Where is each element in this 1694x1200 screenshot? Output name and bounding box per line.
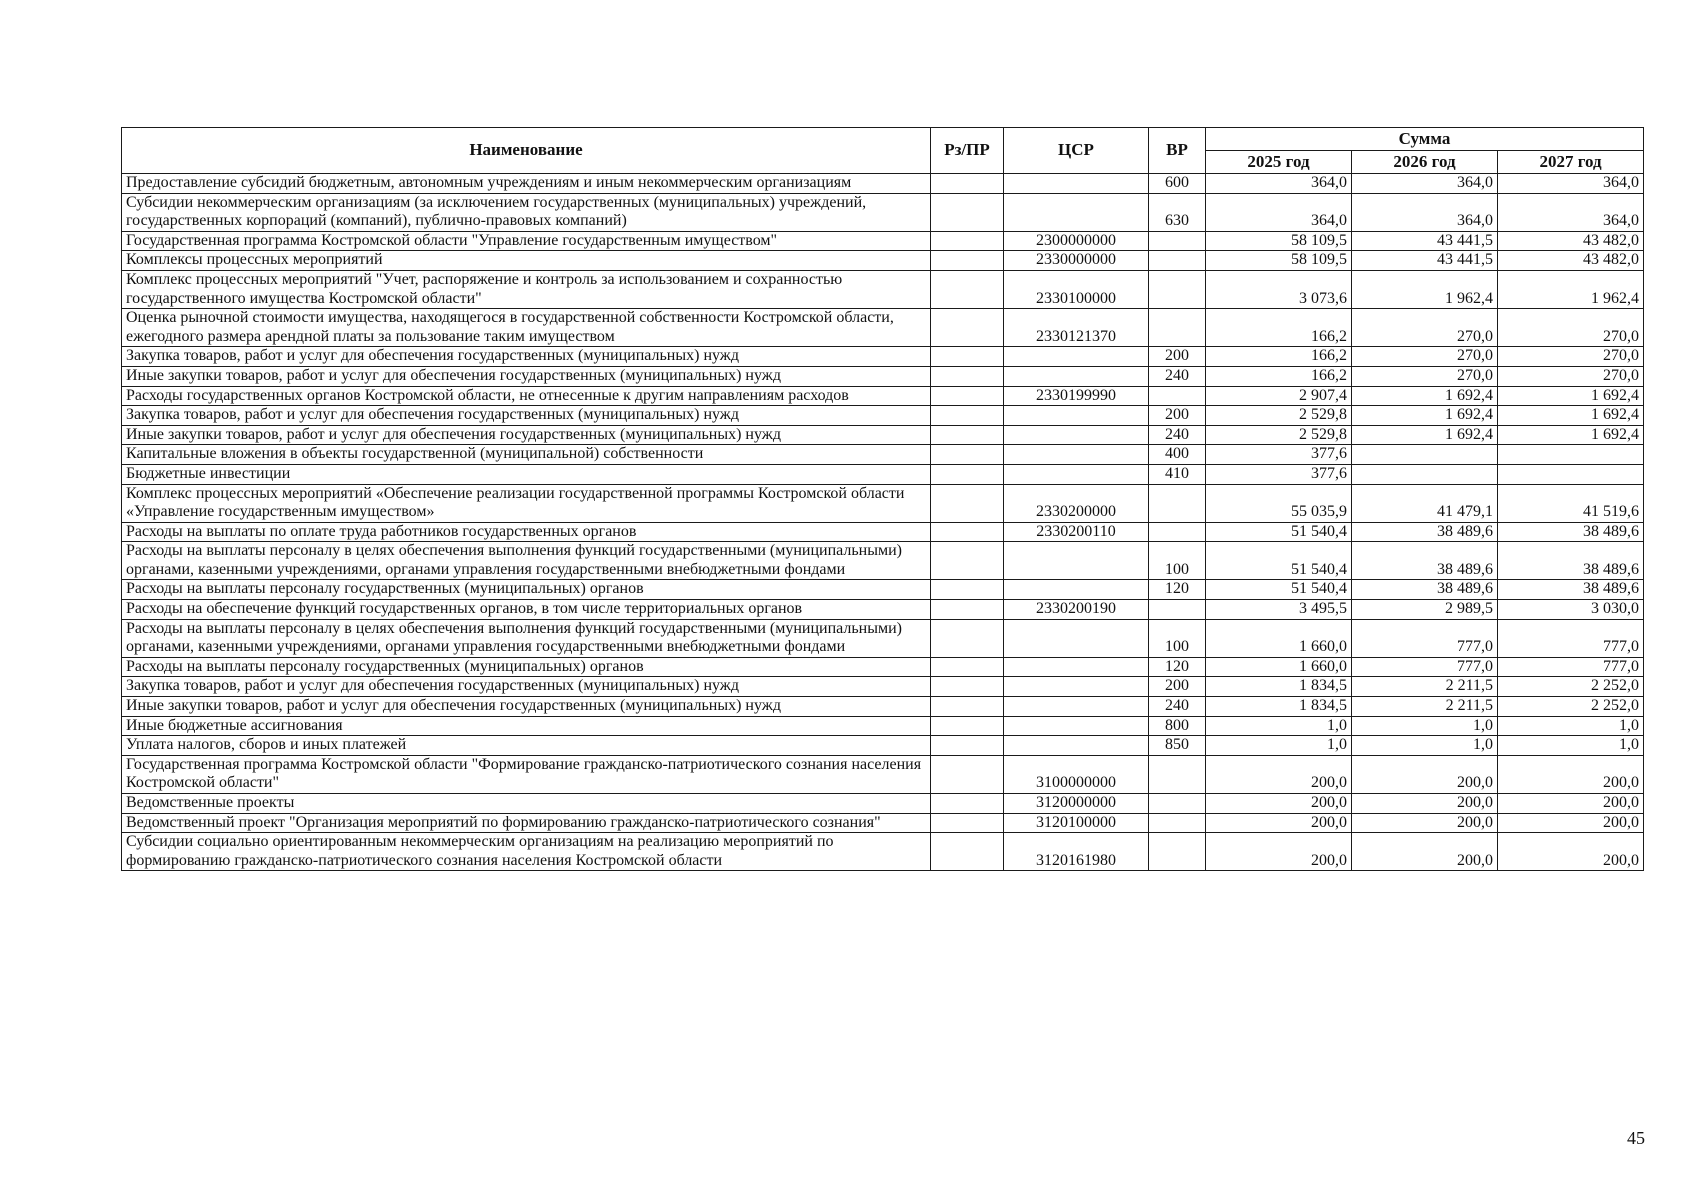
cell-rzpr [931,600,1004,620]
cell-name: Ведомственные проекты [122,794,931,814]
cell-vr [1149,484,1206,522]
cell-csr [1004,174,1149,194]
cell-vr [1149,231,1206,251]
cell-rzpr [931,484,1004,522]
cell-amount-2027: 2 252,0 [1498,697,1644,717]
table-row [122,716,1644,736]
header-csr: ЦСР [1004,128,1149,174]
cell-name: Расходы на выплаты персоналу в целях обеспечения выполнения функций государственными (муниципальными) органами, казенными учреждениями, органами управления государственными внебюджетными фондами [122,619,931,657]
cell-amount-2025: 1 660,0 [1206,657,1352,677]
table-row [122,425,1644,445]
cell-amount-2027: 777,0 [1498,657,1644,677]
cell-rzpr [931,697,1004,717]
cell-name: Закупка товаров, работ и услуг для обеспечения государственных (муниципальных) нужд [122,406,931,426]
cell-amount-2025: 200,0 [1206,794,1352,814]
cell-amount-2025: 1 660,0 [1206,619,1352,657]
cell-csr: 3120000000 [1004,794,1149,814]
cell-name: Комплекс процессных мероприятий «Обеспечение реализации государственной программы Костромской области «Управление государственным имуществом» [122,484,931,522]
cell-amount-2027: 1 692,4 [1498,425,1644,445]
table-row [122,366,1644,386]
cell-rzpr [931,231,1004,251]
table-row [122,484,1644,522]
cell-csr [1004,445,1149,465]
cell-csr [1004,677,1149,697]
cell-vr: 630 [1149,193,1206,231]
cell-amount-2027: 38 489,6 [1498,522,1644,542]
cell-amount-2025: 58 109,5 [1206,251,1352,271]
cell-amount-2025: 364,0 [1206,174,1352,194]
cell-amount-2026: 1,0 [1352,736,1498,756]
cell-amount-2025: 166,2 [1206,347,1352,367]
cell-amount-2027: 270,0 [1498,309,1644,347]
header-year-2025: 2025 год [1206,151,1352,174]
table-row [122,677,1644,697]
cell-amount-2027: 38 489,6 [1498,542,1644,580]
table-row [122,464,1644,484]
cell-csr [1004,736,1149,756]
cell-name: Государственная программа Костромской области "Формирование гражданско-патриотического сознания населения Костромской области" [122,755,931,793]
cell-vr [1149,386,1206,406]
cell-amount-2025: 2 529,8 [1206,406,1352,426]
cell-amount-2026: 1 692,4 [1352,425,1498,445]
cell-rzpr [931,716,1004,736]
table-row [122,347,1644,367]
cell-name: Иные бюджетные ассигнования [122,716,931,736]
cell-amount-2025: 3 495,5 [1206,600,1352,620]
cell-rzpr [931,657,1004,677]
cell-csr [1004,716,1149,736]
cell-amount-2027: 364,0 [1498,174,1644,194]
cell-vr: 100 [1149,619,1206,657]
cell-rzpr [931,464,1004,484]
cell-name: Бюджетные инвестиции [122,464,931,484]
cell-amount-2025: 55 035,9 [1206,484,1352,522]
cell-vr [1149,600,1206,620]
cell-amount-2025: 2 907,4 [1206,386,1352,406]
cell-amount-2026: 38 489,6 [1352,522,1498,542]
cell-amount-2026: 38 489,6 [1352,542,1498,580]
cell-name: Расходы государственных органов Костромской области, не отнесенные к другим направлениям расходов [122,386,931,406]
cell-rzpr [931,522,1004,542]
cell-vr [1149,251,1206,271]
cell-name: Расходы на выплаты персоналу в целях обеспечения выполнения функций государственными (муниципальными) органами, казенными учреждениями, органами управления государственными внебюджетными фондами [122,542,931,580]
cell-amount-2026: 270,0 [1352,366,1498,386]
cell-rzpr [931,833,1004,871]
cell-name: Иные закупки товаров, работ и услуг для обеспечения государственных (муниципальных) нужд [122,697,931,717]
cell-vr: 200 [1149,347,1206,367]
cell-rzpr [931,193,1004,231]
cell-amount-2027: 43 482,0 [1498,251,1644,271]
cell-amount-2027: 1 692,4 [1498,406,1644,426]
cell-csr [1004,406,1149,426]
table-row [122,270,1644,308]
cell-csr [1004,619,1149,657]
cell-amount-2025: 51 540,4 [1206,542,1352,580]
cell-name: Ведомственный проект "Организация мероприятий по формированию гражданско-патриотического сознания" [122,813,931,833]
cell-vr [1149,794,1206,814]
cell-rzpr [931,406,1004,426]
cell-rzpr [931,386,1004,406]
table-row [122,697,1644,717]
cell-amount-2026: 2 211,5 [1352,677,1498,697]
cell-amount-2026: 200,0 [1352,794,1498,814]
cell-amount-2027: 1 692,4 [1498,386,1644,406]
cell-amount-2027: 43 482,0 [1498,231,1644,251]
cell-amount-2027: 1 962,4 [1498,270,1644,308]
cell-amount-2027: 270,0 [1498,366,1644,386]
cell-amount-2027: 1,0 [1498,716,1644,736]
cell-amount-2025: 166,2 [1206,309,1352,347]
cell-vr: 200 [1149,406,1206,426]
cell-rzpr [931,425,1004,445]
header-name: Наименование [122,128,931,174]
cell-csr [1004,425,1149,445]
cell-csr: 2300000000 [1004,231,1149,251]
cell-amount-2027: 777,0 [1498,619,1644,657]
cell-amount-2026: 38 489,6 [1352,580,1498,600]
table-row [122,251,1644,271]
cell-amount-2027: 270,0 [1498,347,1644,367]
cell-vr [1149,522,1206,542]
cell-vr: 120 [1149,580,1206,600]
table-row [122,445,1644,465]
cell-csr: 3120100000 [1004,813,1149,833]
cell-amount-2025: 51 540,4 [1206,522,1352,542]
cell-name: Расходы на обеспечение функций государственных органов, в том числе территориальных органов [122,600,931,620]
cell-vr: 120 [1149,657,1206,677]
cell-amount-2027: 41 519,6 [1498,484,1644,522]
header-rzpr: Рз/ПР [931,128,1004,174]
header-vr: ВР [1149,128,1206,174]
cell-amount-2027: 364,0 [1498,193,1644,231]
cell-amount-2026 [1352,464,1498,484]
cell-csr [1004,464,1149,484]
cell-rzpr [931,251,1004,271]
cell-amount-2026: 41 479,1 [1352,484,1498,522]
cell-amount-2026: 777,0 [1352,657,1498,677]
cell-amount-2026: 200,0 [1352,813,1498,833]
cell-amount-2025: 200,0 [1206,813,1352,833]
cell-name: Расходы на выплаты персоналу государственных (муниципальных) органов [122,580,931,600]
cell-amount-2026: 1 962,4 [1352,270,1498,308]
cell-rzpr [931,270,1004,308]
cell-amount-2025: 1,0 [1206,736,1352,756]
cell-csr [1004,580,1149,600]
cell-amount-2025: 200,0 [1206,833,1352,871]
table-row [122,619,1644,657]
cell-csr [1004,542,1149,580]
cell-vr [1149,309,1206,347]
cell-vr: 240 [1149,425,1206,445]
cell-csr: 3100000000 [1004,755,1149,793]
cell-vr: 410 [1149,464,1206,484]
cell-amount-2025: 1,0 [1206,716,1352,736]
cell-name: Субсидии некоммерческим организациям (за исключением государственных (муниципальных) учреждений, государственных корпораций (компаний), публично-правовых компаний) [122,193,931,231]
cell-csr: 3120161980 [1004,833,1149,871]
cell-rzpr [931,542,1004,580]
cell-vr [1149,833,1206,871]
cell-csr: 2330200190 [1004,600,1149,620]
cell-csr: 2330100000 [1004,270,1149,308]
cell-amount-2026: 2 211,5 [1352,697,1498,717]
cell-rzpr [931,309,1004,347]
cell-vr: 240 [1149,366,1206,386]
cell-amount-2027: 38 489,6 [1498,580,1644,600]
cell-vr: 240 [1149,697,1206,717]
header-sum: Сумма [1206,128,1644,151]
cell-amount-2025: 364,0 [1206,193,1352,231]
cell-amount-2027 [1498,464,1644,484]
cell-name: Оценка рыночной стоимости имущества, находящегося в государственной собственности Костромской области, ежегодного размера арендной платы за пользование таким имуществом [122,309,931,347]
cell-amount-2026: 1 692,4 [1352,386,1498,406]
cell-amount-2027: 2 252,0 [1498,677,1644,697]
table-row [122,794,1644,814]
cell-name: Комплексы процессных мероприятий [122,251,931,271]
cell-amount-2025: 377,6 [1206,464,1352,484]
cell-amount-2027: 1,0 [1498,736,1644,756]
cell-name: Расходы на выплаты персоналу государственных (муниципальных) органов [122,657,931,677]
cell-vr [1149,270,1206,308]
page-number: 45 [1627,1128,1645,1148]
cell-csr [1004,193,1149,231]
cell-name: Предоставление субсидий бюджетным, автономным учреждениям и иным некоммерческим организациям [122,174,931,194]
cell-rzpr [931,347,1004,367]
table-row [122,736,1644,756]
cell-csr: 2330200110 [1004,522,1149,542]
cell-amount-2027: 200,0 [1498,794,1644,814]
cell-amount-2026: 200,0 [1352,755,1498,793]
cell-amount-2026: 270,0 [1352,347,1498,367]
cell-rzpr [931,174,1004,194]
cell-amount-2026: 270,0 [1352,309,1498,347]
table-header [122,128,1644,174]
table-row [122,813,1644,833]
cell-amount-2025: 51 540,4 [1206,580,1352,600]
cell-vr [1149,755,1206,793]
cell-vr: 400 [1149,445,1206,465]
cell-name: Комплекс процессных мероприятий "Учет, распоряжение и контроль за использованием и сохранностью государственного имущества Костромской области" [122,270,931,308]
cell-name: Иные закупки товаров, работ и услуг для обеспечения государственных (муниципальных) нужд [122,425,931,445]
cell-csr [1004,347,1149,367]
cell-amount-2025: 3 073,6 [1206,270,1352,308]
table-row [122,833,1644,871]
cell-vr: 200 [1149,677,1206,697]
cell-vr: 600 [1149,174,1206,194]
cell-vr: 100 [1149,542,1206,580]
header-year-2026: 2026 год [1352,151,1498,174]
cell-amount-2027: 200,0 [1498,755,1644,793]
cell-rzpr [931,794,1004,814]
cell-name: Закупка товаров, работ и услуг для обеспечения государственных (муниципальных) нужд [122,677,931,697]
cell-rzpr [931,580,1004,600]
cell-name: Субсидии социально ориентированным некоммерческим организациям на реализацию мероприятий по формированию гражданско-патриотического сознания населения Костромской области [122,833,931,871]
cell-amount-2026: 2 989,5 [1352,600,1498,620]
cell-csr: 2330200000 [1004,484,1149,522]
cell-rzpr [931,619,1004,657]
table-row [122,600,1644,620]
table-row [122,542,1644,580]
budget-table [121,127,1644,871]
table-row [122,309,1644,347]
table-row [122,522,1644,542]
table-row [122,657,1644,677]
table-row [122,231,1644,251]
cell-csr [1004,366,1149,386]
cell-rzpr [931,755,1004,793]
cell-amount-2026: 1,0 [1352,716,1498,736]
cell-vr: 850 [1149,736,1206,756]
cell-rzpr [931,445,1004,465]
table-row [122,193,1644,231]
cell-vr: 800 [1149,716,1206,736]
table-row [122,755,1644,793]
cell-amount-2026: 43 441,5 [1352,251,1498,271]
cell-name: Государственная программа Костромской области "Управление государственным имуществом" [122,231,931,251]
cell-amount-2026 [1352,445,1498,465]
cell-amount-2025: 377,6 [1206,445,1352,465]
cell-amount-2027: 200,0 [1498,833,1644,871]
cell-rzpr [931,677,1004,697]
cell-name: Иные закупки товаров, работ и услуг для обеспечения государственных (муниципальных) нужд [122,366,931,386]
cell-name: Капитальные вложения в объекты государственной (муниципальной) собственности [122,445,931,465]
table-row [122,406,1644,426]
cell-amount-2026: 43 441,5 [1352,231,1498,251]
cell-amount-2026: 364,0 [1352,193,1498,231]
cell-amount-2026: 777,0 [1352,619,1498,657]
cell-vr [1149,813,1206,833]
cell-amount-2025: 1 834,5 [1206,677,1352,697]
cell-amount-2026: 200,0 [1352,833,1498,871]
cell-amount-2025: 2 529,8 [1206,425,1352,445]
cell-name: Уплата налогов, сборов и иных платежей [122,736,931,756]
cell-amount-2025: 200,0 [1206,755,1352,793]
cell-name: Расходы на выплаты по оплате труда работников государственных органов [122,522,931,542]
cell-amount-2025: 1 834,5 [1206,697,1352,717]
cell-amount-2025: 58 109,5 [1206,231,1352,251]
cell-csr [1004,697,1149,717]
cell-amount-2026: 364,0 [1352,174,1498,194]
cell-rzpr [931,736,1004,756]
table-row [122,580,1644,600]
cell-csr: 2330121370 [1004,309,1149,347]
cell-amount-2027: 3 030,0 [1498,600,1644,620]
cell-name: Закупка товаров, работ и услуг для обеспечения государственных (муниципальных) нужд [122,347,931,367]
cell-amount-2025: 166,2 [1206,366,1352,386]
header-year-2027: 2027 год [1498,151,1644,174]
table-row [122,386,1644,406]
cell-amount-2027: 200,0 [1498,813,1644,833]
cell-rzpr [931,813,1004,833]
cell-csr [1004,657,1149,677]
cell-rzpr [931,366,1004,386]
cell-csr: 2330199990 [1004,386,1149,406]
cell-csr: 2330000000 [1004,251,1149,271]
cell-amount-2026: 1 692,4 [1352,406,1498,426]
table-row [122,174,1644,194]
cell-amount-2027 [1498,445,1644,465]
table-body [122,174,1644,871]
